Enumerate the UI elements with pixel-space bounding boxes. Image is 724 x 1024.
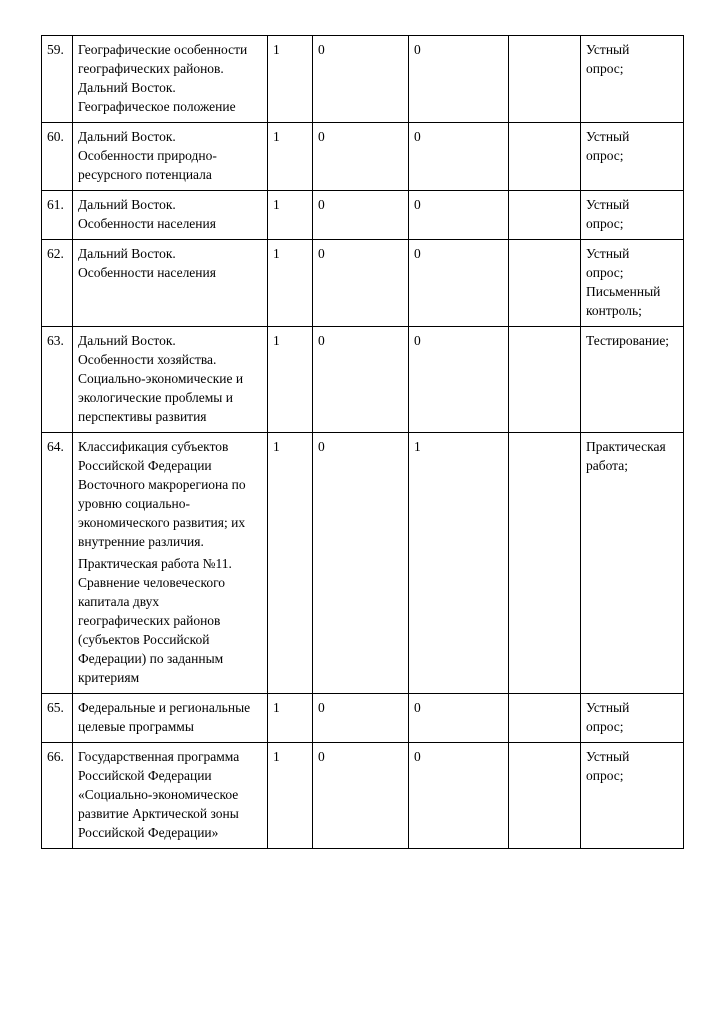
table-row: [42, 327, 684, 433]
control-form-cell: [581, 123, 684, 191]
row-number: 59.: [42, 36, 73, 123]
topic-cell-line: капитала двух: [78, 594, 160, 609]
topic-cell-line: Федерации) по заданным: [78, 651, 224, 666]
row-number: 66.: [42, 743, 73, 849]
control-form-cell: [581, 327, 684, 433]
topic-cell-line: критериям: [78, 670, 140, 685]
control-form-cell-line: Письменный: [586, 284, 661, 299]
control-form-cell-line: Устный: [586, 42, 630, 57]
topic-cell-line: перспективы развития: [78, 409, 207, 424]
total-hours-cell: 1: [268, 123, 313, 191]
row-number: 62.: [42, 240, 73, 327]
row-number: 65.: [42, 694, 73, 743]
total-hours-cell: 1: [268, 327, 313, 433]
topic-cell-line: Восточного макрорегиона по: [78, 477, 246, 492]
practical-cell: 1: [409, 433, 509, 694]
control-form-cell: [581, 743, 684, 849]
control-form-cell-line: опрос;: [586, 768, 624, 783]
tests-cell: 0: [313, 123, 409, 191]
date-cell: [509, 433, 581, 694]
topic-cell-line: Географические особенности: [78, 42, 248, 57]
topic-cell-line: Социально-экономические и: [78, 371, 244, 386]
topic-cell: [73, 327, 268, 433]
topic-cell-line: внутренние различия.: [78, 534, 204, 549]
control-form-cell-line: Устный: [586, 197, 630, 212]
total-hours-cell: 1: [268, 36, 313, 123]
topic-cell-line: Географическое положение: [78, 99, 236, 114]
table-row: [42, 433, 684, 694]
topic-cell-line: (субъектов Российской: [78, 632, 210, 647]
topic-cell: [73, 191, 268, 240]
topic-cell-line: развитие Арктической зоны: [78, 806, 239, 821]
topic-cell-line: Особенности хозяйства.: [78, 352, 217, 367]
topic-cell-line: Российской Федерации»: [78, 825, 219, 840]
table-row: [42, 36, 684, 123]
topic-cell-line: ресурсного потенциала: [78, 167, 212, 182]
tests-cell: 0: [313, 433, 409, 694]
topic-cell-line: экономического развития; их: [78, 515, 246, 530]
topic-cell-line: Дальний Восток.: [78, 246, 176, 261]
practical-cell: 0: [409, 191, 509, 240]
date-cell: [509, 743, 581, 849]
topic-cell-line: Дальний Восток.: [78, 129, 176, 144]
topic-cell-line: Российской Федерации: [78, 768, 212, 783]
date-cell: [509, 327, 581, 433]
control-form-cell-line: Устный: [586, 700, 630, 715]
row-number: 63.: [42, 327, 73, 433]
date-cell: [509, 36, 581, 123]
control-form-cell: [581, 240, 684, 327]
topic-cell-line: экологические проблемы и: [78, 390, 233, 405]
practical-cell: 0: [409, 36, 509, 123]
date-cell: [509, 123, 581, 191]
control-form-cell-line: Устный: [586, 749, 630, 764]
practical-cell: 0: [409, 240, 509, 327]
topic-cell: [73, 123, 268, 191]
total-hours-cell: 1: [268, 191, 313, 240]
row-number: 64.: [42, 433, 73, 694]
topic-cell-line: Классификация субъектов: [78, 439, 229, 454]
practical-cell: 0: [409, 327, 509, 433]
topic-cell: [73, 743, 268, 849]
topic-cell-line: географических районов: [78, 613, 221, 628]
control-form-cell: [581, 36, 684, 123]
topic-cell-line: «Социально-экономическое: [78, 787, 239, 802]
topic-cell-line: Федеральные и региональные: [78, 700, 251, 715]
topic-cell-line: Особенности населения: [78, 265, 216, 280]
control-form-cell-line: работа;: [586, 458, 628, 473]
topic-cell-line: Особенности населения: [78, 216, 216, 231]
table-row: [42, 123, 684, 191]
control-form-cell-line: Устный: [586, 129, 630, 144]
topic-cell-line: Дальний Восток.: [78, 333, 176, 348]
control-form-cell-line: опрос;: [586, 61, 624, 76]
total-hours-cell: 1: [268, 433, 313, 694]
table-row: [42, 191, 684, 240]
topic-cell-line: Государственная программа: [78, 749, 240, 764]
topic-cell-line: Особенности природно-: [78, 148, 217, 163]
topic-cell-line: Практическая работа №11.: [78, 556, 232, 571]
row-number: 60.: [42, 123, 73, 191]
control-form-cell: [581, 694, 684, 743]
practical-cell: 0: [409, 123, 509, 191]
lesson-plan-table: [41, 35, 684, 849]
control-form-cell-line: контроль;: [586, 303, 642, 318]
topic-cell-line: Дальний Восток.: [78, 197, 176, 212]
topic-cell: [73, 433, 268, 694]
table-row: [42, 743, 684, 849]
control-form-cell-line: опрос;: [586, 719, 624, 734]
control-form-cell-line: опрос;: [586, 216, 624, 231]
topic-cell-line: Дальний Восток.: [78, 80, 176, 95]
total-hours-cell: 1: [268, 694, 313, 743]
topic-cell: [73, 694, 268, 743]
topic-cell-line: Сравнение человеческого: [78, 575, 226, 590]
topic-cell: [73, 36, 268, 123]
control-form-cell-line: Практическая: [586, 439, 666, 454]
topic-cell-line: Российской Федерации: [78, 458, 212, 473]
control-form-cell: [581, 433, 684, 694]
total-hours-cell: 1: [268, 240, 313, 327]
tests-cell: 0: [313, 743, 409, 849]
control-form-cell: [581, 191, 684, 240]
table-row: [42, 694, 684, 743]
tests-cell: 0: [313, 694, 409, 743]
topic-cell: [73, 240, 268, 327]
row-number: 61.: [42, 191, 73, 240]
tests-cell: 0: [313, 240, 409, 327]
total-hours-cell: 1: [268, 743, 313, 849]
date-cell: [509, 240, 581, 327]
control-form-cell-line: Тестирование;: [586, 333, 670, 348]
topic-cell-line: целевые программы: [78, 719, 194, 734]
topic-cell-line: географических районов.: [78, 61, 224, 76]
control-form-cell-line: опрос;: [586, 148, 624, 163]
tests-cell: 0: [313, 36, 409, 123]
practical-cell: 0: [409, 743, 509, 849]
control-form-cell-line: опрос;: [586, 265, 624, 280]
topic-practical-paragraph: [78, 554, 263, 687]
table-row: [42, 240, 684, 327]
lesson-plan-body: [42, 36, 684, 849]
practical-cell: 0: [409, 694, 509, 743]
date-cell: [509, 191, 581, 240]
tests-cell: 0: [313, 191, 409, 240]
topic-cell-line: уровню социально-: [78, 496, 190, 511]
date-cell: [509, 694, 581, 743]
control-form-cell-line: Устный: [586, 246, 630, 261]
tests-cell: 0: [313, 327, 409, 433]
